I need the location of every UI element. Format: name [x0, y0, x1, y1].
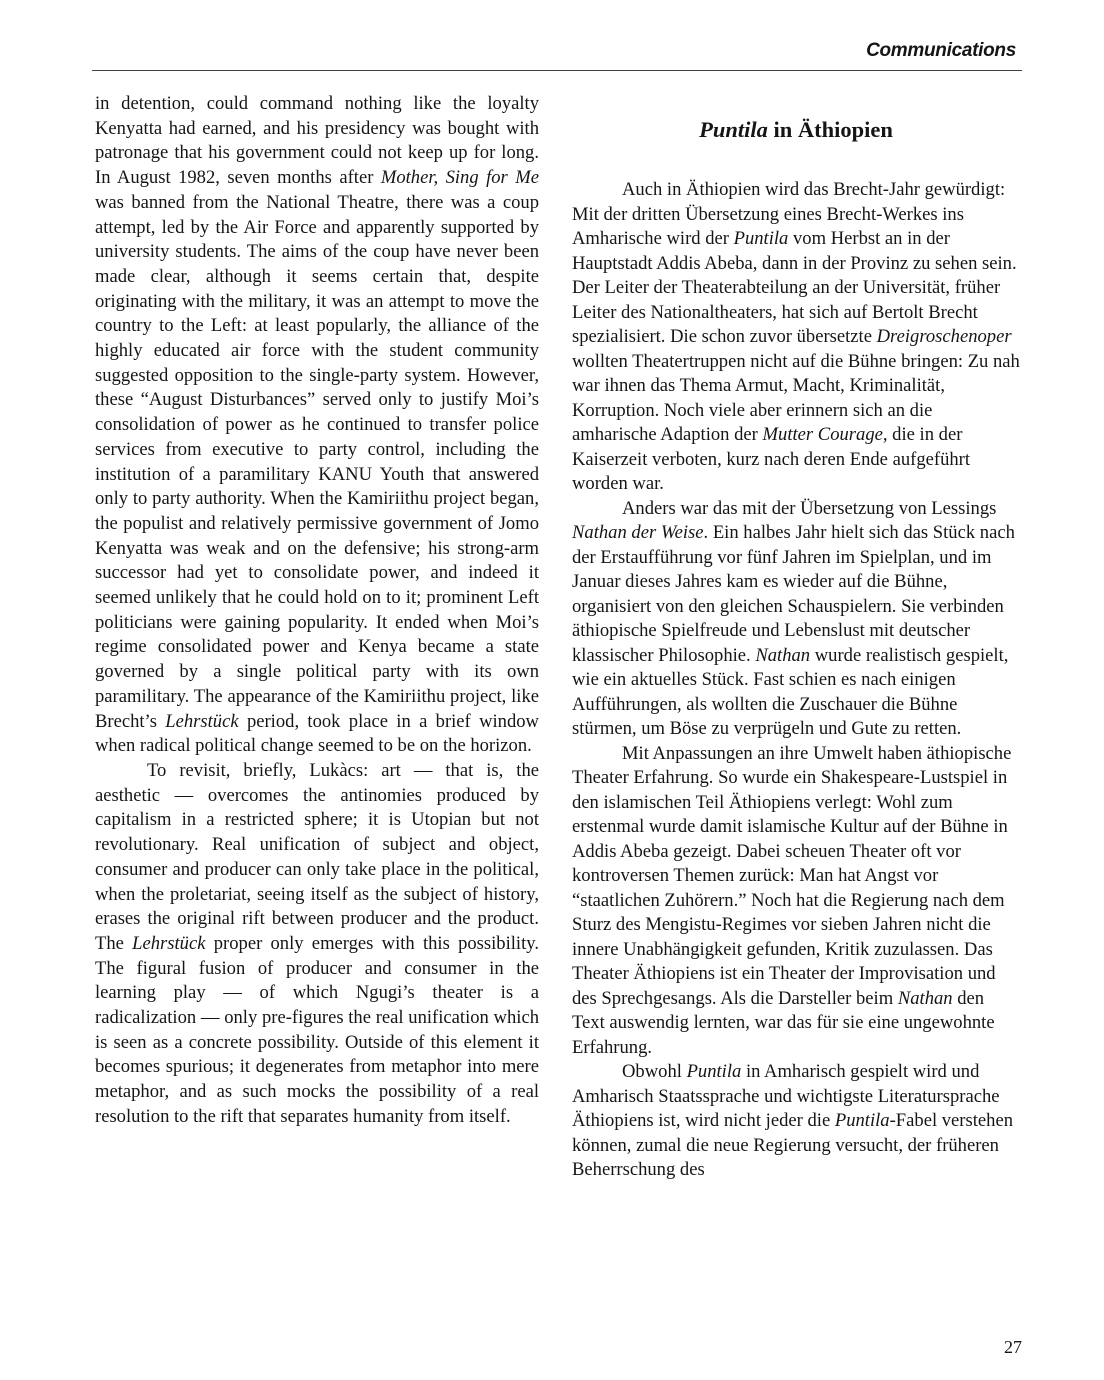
article-paragraph-3: Mit Anpassungen an ihre Umwelt haben äthiopische Theater Erfahrung. So wurde ein Shakespeare-Lustspiel in den islamischen Teil Äthiopiens verlegt: Wohl zum erstenmal wurde damit islamische Kultur auf der Bühne in Addis Abeba gezeigt. Dabei scheuen Theater oft vor kontroversen Themen zurück: Man hat Angst vor “staatlichen Zuhörern.” Noch hat die Regierung nach dem Sturz des Mengistu-Regimes vor sieben Jahren nicht die innere Unabhängigkeit gefunden, Kritik zuzulassen. Das Theater Äthiopiens ist ein Theater der Improvisation und des Sprechgesangs. Als die Darsteller beim Nathan den Text auswendig lernten, war das für sie eine ungewohnte Erfahrung.	[572, 742, 1012, 1058]
article-paragraph-2: Anders war das mit der Übersetzung von Lessings Nathan der Weise. Ein halbes Jahr hielt sich das Stück nach der Erstaufführung vor fünf Jahren im Spielplan, und im Januar dieses Jahres kam es wieder auf die Bühne, organisiert von den gleichen Schauspielern. Sie verbinden äthiopische Spielfreude und Lebenslust mit deutscher klassischer Philosophie. Nathan wurde realistisch gespielt, wie ein aktuelles Stück. Fast schien es nach einigen Aufführungen, als wollten die Zuschauer die Bühne stürmen, um Böse zu verprügeln und Gute zu retten.	[572, 497, 1015, 739]
running-header-section-title: Communications	[866, 40, 1016, 61]
article-title: Puntila in Äthiopien	[699, 117, 893, 142]
article-paragraph-4: Obwohl Puntila in Amharisch gespielt wird und Amharisch Staatssprache und wichtigste Literatursprache Äthiopiens ist, wird nicht jeder die Puntila-Fabel verstehen können, zumal die neue Regierung versucht, der früheren Beherrschung des	[572, 1061, 1014, 1180]
header-rule	[92, 70, 1022, 71]
article-paragraph-1: Auch in Äthiopien wird das Brecht-Jahr gewürdigt: Mit der dritten Übersetzung eines Brecht-Werkes ins Amharische wird der Puntila vom Herbst an in der Hauptstadt Addis Abeba, dann in der Provinz zu sehen sein. Der Leiter der Theaterabteilung an der Universität, früher Leiter des Nationaltheaters, hat sich auf Bertolt Brecht spezialisiert. Die schon zuvor übersetzte Dreigroschenoper wollten Theatertruppen nicht auf die Bühne bringen: Zu nah war ihnen das Thema Armut, Macht, Kriminalität, Korruption. Noch viele aber erinnern sich an die amharische Adaption der Mutter Courage, die in der Kaiserzeit verboten, kurz nach deren Ende aufgeführt worden war.	[572, 179, 1020, 494]
right-column-article	[572, 178, 1020, 1183]
left-paragraph-1: in detention, could command nothing like the loyalty Kenyatta had earned, and his presidency was bought with patronage that his government could not keep up for long. In August 1982, seven months after Mother, Sing for Me was banned from the National Theatre, there was a coup attempt, led by the Air Force and apparently supported by university students. The aims of the coup have never been made clear, although it seems certain that, despite originating with the military, it was an attempt to move the country to the Left: at least popularly, the alliance of the highly educated air force with the student community suggested opposition to the single-party system. However, these “August Disturbances” served only to justify Moi’s consolidation of power as he continued to transfer police services from executive to party control, including the institution of a paramilitary KANU Youth that answered only to party authority. When the Kamiriithu project began, the populist and relatively permissive government of Jomo Kenyatta was weak and on the defensive; his strong-arm successor had yet to consolidate power, and indeed it seemed unlikely that he could hold on to it; prominent Left politicians were gaining popularity. It ended when Moi’s regime consolidated power and Kenya became a state governed by a single political party with its own paramilitary. The appearance of the Kamiriithu project, like Brecht’s Lehrstück period, took place in a brief window when radical political change seemed to be on the horizon.	[95, 93, 539, 757]
left-paragraph-2: To revisit, briefly, Lukàcs: art — that is, the aesthetic — overcomes the antinomies produced by capitalism in a restricted sphere; it is Utopian but not revolutionary. Real unification of subject and object, consumer and producer can only take place in the political, when the proletariat, seeing itself as the subject of history, erases the original rift between producer and the product. The Lehrstück proper only emerges with this possibility. The figural fusion of producer and consumer in the learning play — of which Ngugi’s theater is a radicalization — only pre-figures the real unification which is seen as a concrete possibility. Outside of this element it becomes spurious; it degenerates from metaphor into mere metaphor, and as such mocks the possibility of a real resolution to the rift that separates humanity from itself.	[95, 759, 539, 1127]
left-column-text	[95, 92, 539, 1130]
page-number: 27	[1004, 1337, 1022, 1357]
